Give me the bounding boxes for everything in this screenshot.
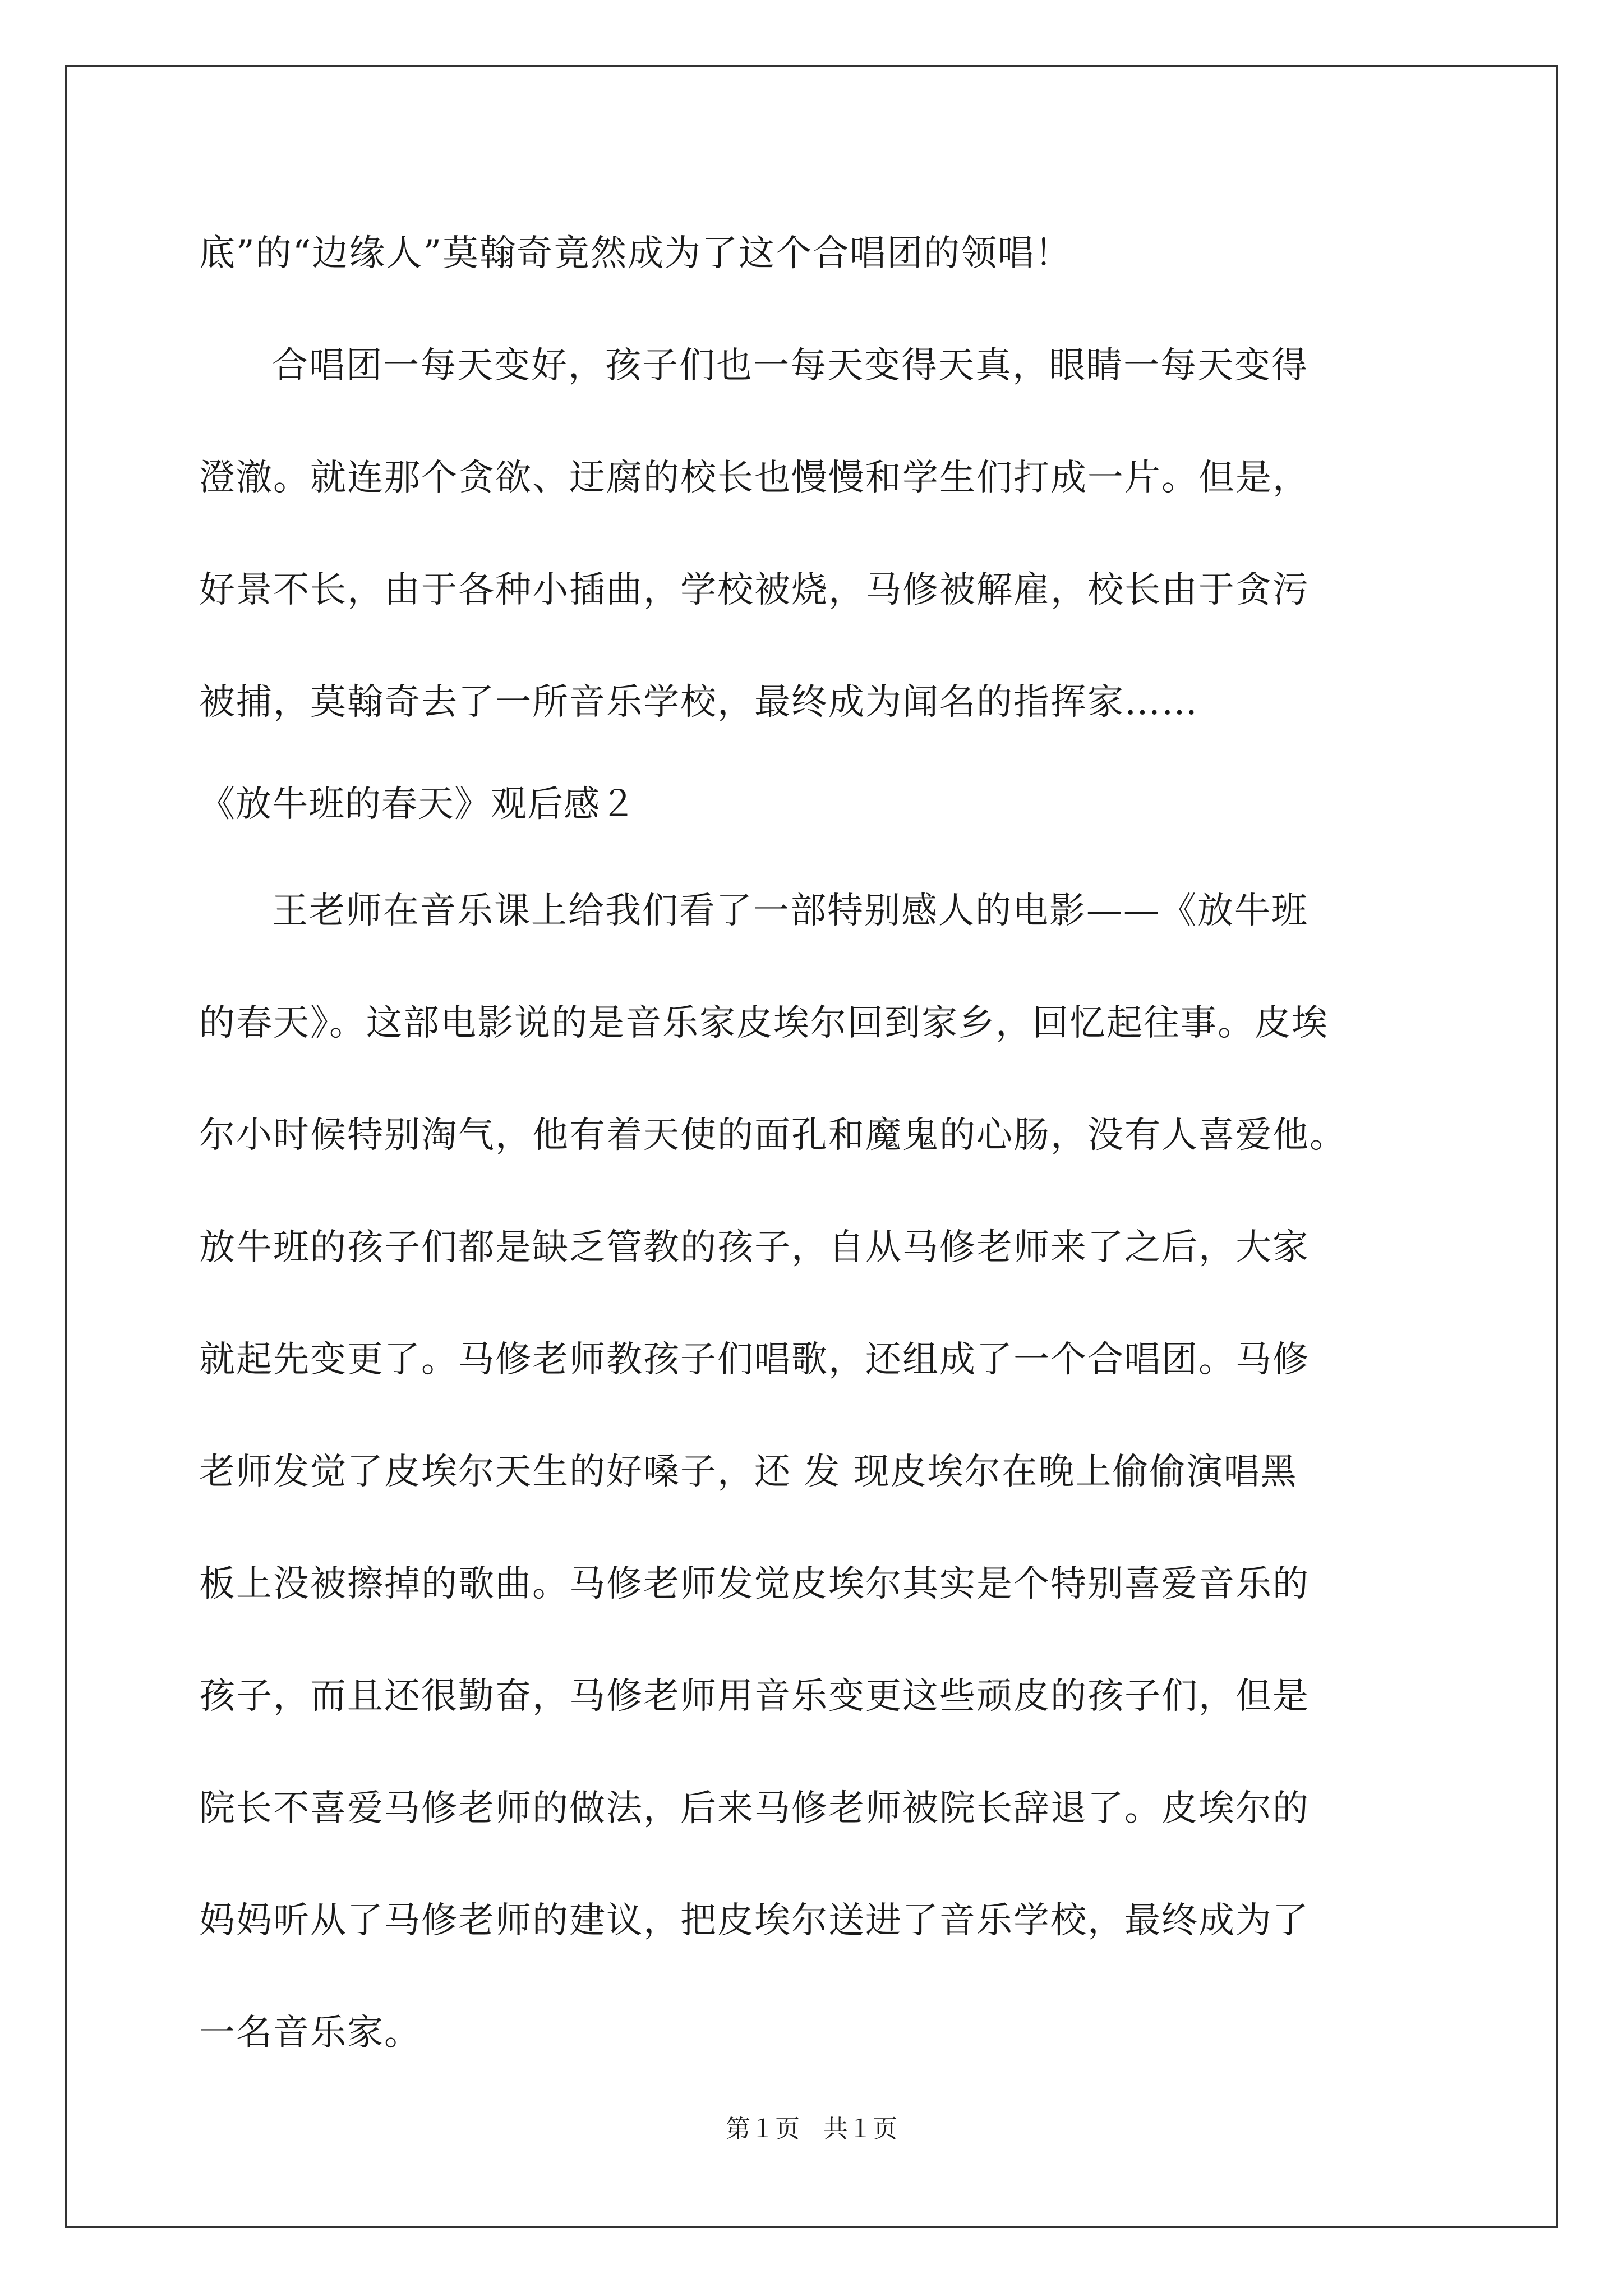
text-line: 就起先变更了。马修老师教孩子们唱歌，还组成了一个合唱团。马修: [199, 1339, 1310, 1381]
text-line: 放牛班的孩子们都是缺乏管教的孩子，自从马修老师来了之后，大家: [199, 1227, 1310, 1268]
text-line: 底”的“边缘人”莫翰奇竟然成为了这个合唱团的领唱！: [199, 233, 1072, 274]
text-line: 的春天》。这部电影说的是音乐家皮埃尔回到家乡，回忆起往事。皮埃: [199, 1002, 1329, 1044]
text-line: 好景不长，由于各种小插曲，学校被烧，马修被解雇，校长由于贪污: [199, 569, 1310, 611]
text-line: 板上没被擦掉的歌曲。马修老师发觉皮埃尔其实是个特别喜爱音乐的: [199, 1563, 1310, 1605]
text-line: 尔小时候特别淘气，他有着天使的面孔和魔鬼的心肠，没有人喜爱他。: [199, 1115, 1347, 1156]
text-line: 合唱团一每天变好，孩子们也一每天变得天真，眼睛一每天变得: [272, 345, 1308, 386]
text-line: 院长不喜爱马修老师的做法，后来马修老师被院长辞退了。皮埃尔的: [199, 1788, 1310, 1829]
text-line: 孩子，而且还很勤奋，马修老师用音乐变更这些顽皮的孩子们，但是: [199, 1676, 1310, 1717]
text-line: 老师发觉了皮埃尔天生的好嗓子，还 发 现皮埃尔在晚上偷偷演唱黑: [199, 1451, 1298, 1493]
text-line: 被捕，莫翰奇去了一所音乐学校，最终成为闻名的指挥家……: [199, 682, 1198, 723]
section-heading: 《放牛班的春天》观后感２: [199, 784, 637, 825]
text-line: 澄澈。就连那个贪欲、迂腐的校长也慢慢和学生们打成一片。但是，: [199, 457, 1310, 499]
text-line: 王老师在音乐课上给我们看了一部特别感人的电影——《放牛班: [272, 890, 1308, 932]
text-line: 一名音乐家。: [199, 2012, 421, 2054]
text-line: 妈妈听从了马修老师的建议，把皮埃尔送进了音乐学校，最终成为了: [199, 1900, 1310, 1941]
page-footer: 第１页 共１页: [726, 2115, 897, 2143]
